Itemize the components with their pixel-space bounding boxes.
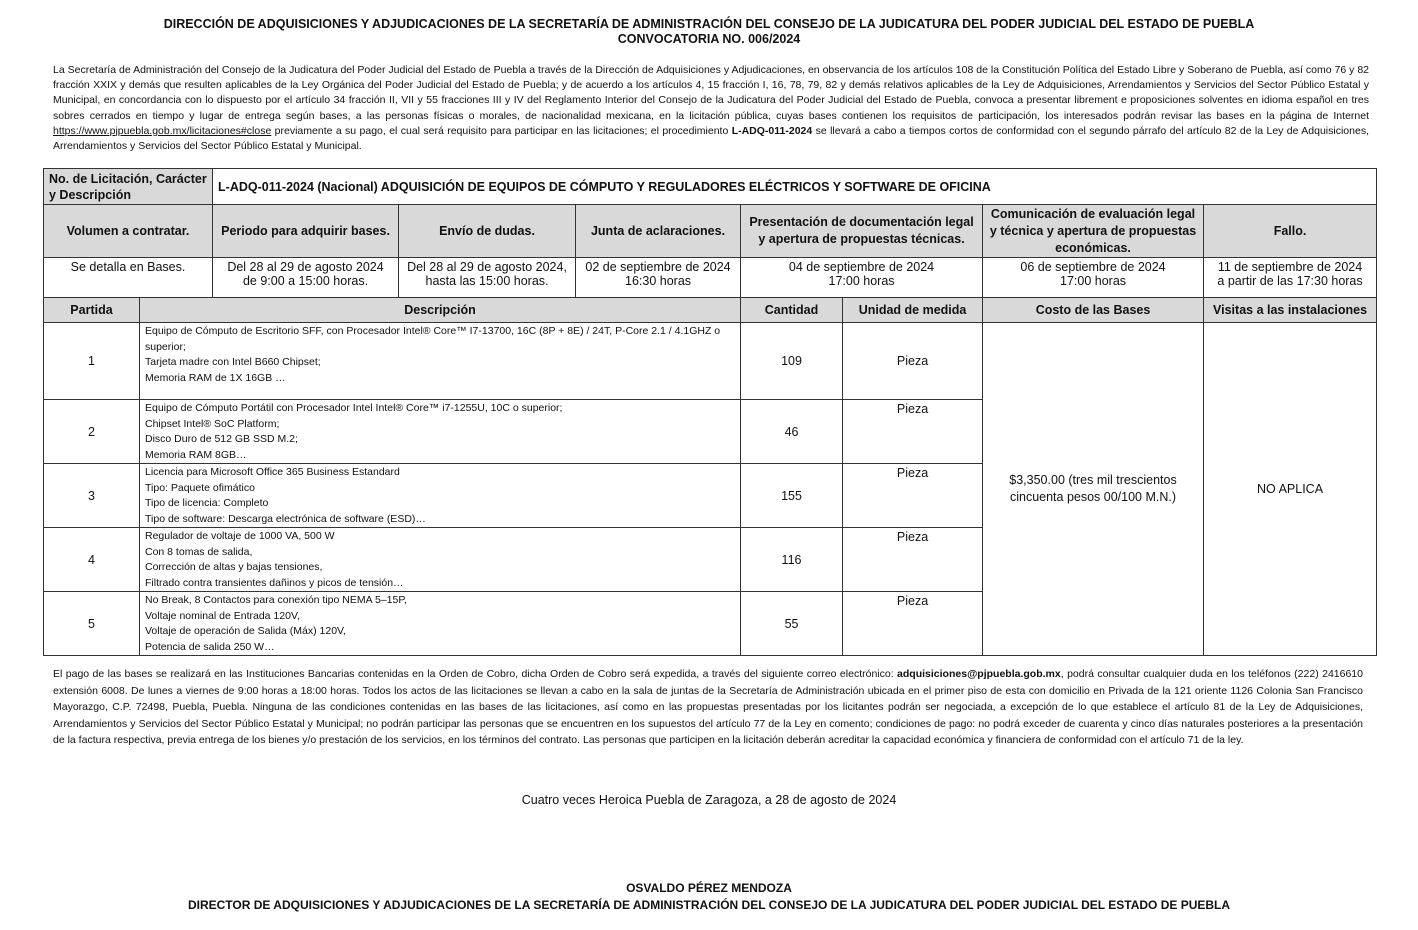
partida-cell: 5 <box>44 592 140 656</box>
schedule-header: Comunicación de evaluación legal y técnica y apertura de propuestas económicas. <box>983 205 1204 258</box>
description-cell: Licencia para Microsoft Office 365 Business Estandard Tipo: Paquete ofimático Tipo de licencia: Completo Tipo de software: Descarga electrónica de software (ESD)… <box>140 464 741 528</box>
quantity-cell: 46 <box>741 400 843 464</box>
schedule-header: Fallo. <box>1204 205 1377 258</box>
contact-email: adquisiciones@pjpuebla.gob.mx <box>897 668 1061 680</box>
costo-bases-cell: $3,350.00 (tres mil trescientos cincuenta pesos 00/100 M.N.) <box>983 323 1204 656</box>
items-header: Costo de las Bases <box>983 298 1204 323</box>
schedule-header: Volumen a contratar. <box>44 205 213 258</box>
schedule-value-row <box>44 258 1377 298</box>
description-cell: Equipo de Cómputo Portátil con Procesador Intel Intel® Core™ i7-1255U, 10C o superior; Chipset Intel® SoC Platform; Disco Duro de 512 GB SSD M.2; Memoria RAM 8GB… <box>140 400 741 464</box>
signer-name: OSVALDO PÉREZ MENDOZA <box>626 881 792 895</box>
place-date: Cuatro veces Heroica Puebla de Zaragoza, a 28 de agosto de 2024 <box>521 793 897 807</box>
unit-cell: Pieza <box>843 592 983 656</box>
unit-cell: Pieza <box>843 323 983 400</box>
procedure-code: L-ADQ-011-2024 <box>731 124 813 137</box>
unit-cell: Pieza <box>843 464 983 528</box>
schedule-value: Se detalla en Bases. <box>44 258 213 298</box>
payment-paragraph <box>53 666 1363 749</box>
intro-paragraph <box>53 63 1369 154</box>
visitas-cell: NO APLICA <box>1204 323 1377 656</box>
unit-cell: Pieza <box>843 528 983 592</box>
bases-link[interactable]: https://www.pjpuebla.gob.mx/licitaciones#close <box>53 124 272 137</box>
description-cell: No Break, 8 Contactos para conexión tipo NEMA 5–15P, Voltaje nominal de Entrada 120V, Voltaje de operación de Salida (Máx) 120V, Potencia de salida 250 W… <box>140 592 741 656</box>
intro-text-2: previamente a su pago, el cual será requisito para participar en las licitaciones; el procedimiento <box>271 124 732 137</box>
quantity-cell: 55 <box>741 592 843 656</box>
unit-cell: Pieza <box>843 400 983 464</box>
schedule-value: 06 de septiembre de 2024 17:00 horas <box>983 258 1204 298</box>
schedule-header: Presentación de documentación legal y apertura de propuestas técnicas. <box>741 205 983 258</box>
quantity-cell: 155 <box>741 464 843 528</box>
footer-text-2: , podrá consultar cualquier duda en los teléfonos (222) 2416610 extensión 6008. De lunes a viernes de 9:00 horas a 18:00 horas. Todos los actos de las licitaciones se llevan a cabo en la sala de juntas de la Secretaría de Administración ubicada en el primer piso de esta con domicilio en Privada de la 121 oriente 1126 Colonia San Francisco Mayorazgo, C.P. 72498, Puebla, Puebla. Ninguna de las condiciones contenidas en las bases de las licitaciones, así como en las propuestas presentadas por los licitantes podrán ser negociada, a excepción de lo que establece el artículo 81 de la Ley de Adquisiciones, Arrendamientos y Servicios del Sector Público Estatal y Municipal; no podrán participar las personas que se encuentren en los supuestos del artículo 77 de la Ley en comento; condiciones de pago: no podrá exceder de cuarenta y cinco días naturales posteriores a la presentación de la factura respectiva, previa entrega de los bienes y/o prestación de los servicios, en los términos del contrato. Las personas que participen en la licitación deberán acreditar la capacidad económica y financiera de conformidad con el artículo 71 de la ley. <box>53 668 1363 746</box>
schedule-header: Junta de aclaraciones. <box>576 205 741 258</box>
items-header: Partida <box>44 298 140 323</box>
footer-text-1: El pago de las bases se realizará en las Instituciones Bancarias contenidas en la Orden de Cobro, dicha Orden de Cobro será expedida, a través del siguiente correo electrónico: <box>53 668 898 680</box>
schedule-header: Envío de dudas. <box>399 205 576 258</box>
intro-text-3: se llevará a cabo a tiempos cortos de conformidad con el segundo párrafo del artículo 82 de la Ley de Adquisiciones, Arrendamientos y Servicios del Sector Público Estatal y Municipal. <box>53 124 1369 153</box>
schedule-header: Periodo para adquirir bases. <box>213 205 399 258</box>
items-header: Descripción <box>140 298 741 323</box>
schedule-value: Del 28 al 29 de agosto 2024, hasta las 15:00 horas. <box>399 258 576 298</box>
schedule-value: 11 de septiembre de 2024 a partir de las 17:30 horas <box>1204 258 1377 298</box>
description-cell: Regulador de voltaje de 1000 VA, 500 W Con 8 tomas de salida, Corrección de altas y bajas tensiones, Filtrado contra transientes dañinos y picos de tensión… <box>140 528 741 592</box>
description-cell: Equipo de Cómputo de Escritorio SFF, con Procesador Intel® Core™ I7-13700, 16C (8P + 8E) / 24T, P-Core 2.1 / 4.1GHZ o superior; Tarjeta madre con Intel B660 Chipset; Memoria RAM de 1X 16GB … <box>140 323 741 400</box>
partida-cell: 4 <box>44 528 140 592</box>
schedule-value: 02 de septiembre de 2024 16:30 horas <box>576 258 741 298</box>
signer-title: DIRECTOR DE ADQUISICIONES Y ADJUDICACIONES DE LA SECRETARÍA DE ADMINISTRACIÓN DEL CONSEJO DE LA JUDICATURA DEL PODER JUDICIAL DEL ESTADO DE PUEBLA <box>187 898 1231 912</box>
items-header: Cantidad <box>741 298 843 323</box>
items-header: Visitas a las instalaciones <box>1204 298 1377 323</box>
partida-cell: 3 <box>44 464 140 528</box>
intro-text-1: La Secretaría de Administración del Consejo de la Judicatura del Poder Judicial del Estado de Puebla a través de la Dirección de Adquisiciones y Adjudicaciones, en observancia de los artículos 108 de la Constitución Política del Estado Libre y Soberano de Puebla, así como 76 y 82 fracción XXIX y demás que resulten aplicables de la Ley Orgánica del Poder Judicial del Estado de Puebla; y de acuerdo a los artículos 4, 15 fracción I, 16, 78, 79, 82 y demás relativos aplicables de la Ley de Adquisiciones, Arrendamientos y Servicios del Sector Público Estatal y Municipal, en concordancia con lo dispuesto por el artículo 34 fracción II, VII y 55 fracciones III y IV del Reglamento Interior del Consejo de la Judicatura del Poder Judicial del Estado de Puebla, convoca a presentar librement e proposiciones solventes en idioma español en tres sobres cerrados en tiempo y lugar de entrega según bases, a las personas físicas o morales, de nacionalidad mexicana, en la licitación pública, cuyas bases contienen los requisitos de participación, los interesados podrán revisar las bases en la página de Internet <box>53 64 1369 122</box>
partida-cell: 1 <box>44 323 140 400</box>
quantity-cell: 116 <box>741 528 843 592</box>
partida-cell: 2 <box>44 400 140 464</box>
schedule-header-row <box>44 205 1377 258</box>
licitacion-table <box>43 168 1377 656</box>
licitacion-label: No. de Licitación, Carácter y Descripción <box>44 169 213 205</box>
quantity-cell: 109 <box>741 323 843 400</box>
header-line-1: DIRECCIÓN DE ADQUISICIONES Y ADJUDICACIONES DE LA SECRETARÍA DE ADMINISTRACIÓN DEL CONSEJO DE LA JUDICATURA DEL PODER JUDICIAL DEL ESTADO DE PUEBLA <box>163 17 1255 31</box>
table-row <box>44 323 1377 400</box>
licitacion-value: L-ADQ-011-2024 (Nacional) ADQUISICIÓN DE EQUIPOS DE CÓMPUTO Y REGULADORES ELÉCTRICOS Y SOFTWARE DE OFICINA <box>213 169 1377 205</box>
header-title <box>60 17 1358 47</box>
items-header-row <box>44 298 1377 323</box>
items-header: Unidad de medida <box>843 298 983 323</box>
schedule-value: 04 de septiembre de 2024 17:00 horas <box>741 258 983 298</box>
schedule-value: Del 28 al 29 de agosto 2024 de 9:00 a 15:00 horas. <box>213 258 399 298</box>
header-line-2: CONVOCATORIA NO. 006/2024 <box>617 32 801 46</box>
